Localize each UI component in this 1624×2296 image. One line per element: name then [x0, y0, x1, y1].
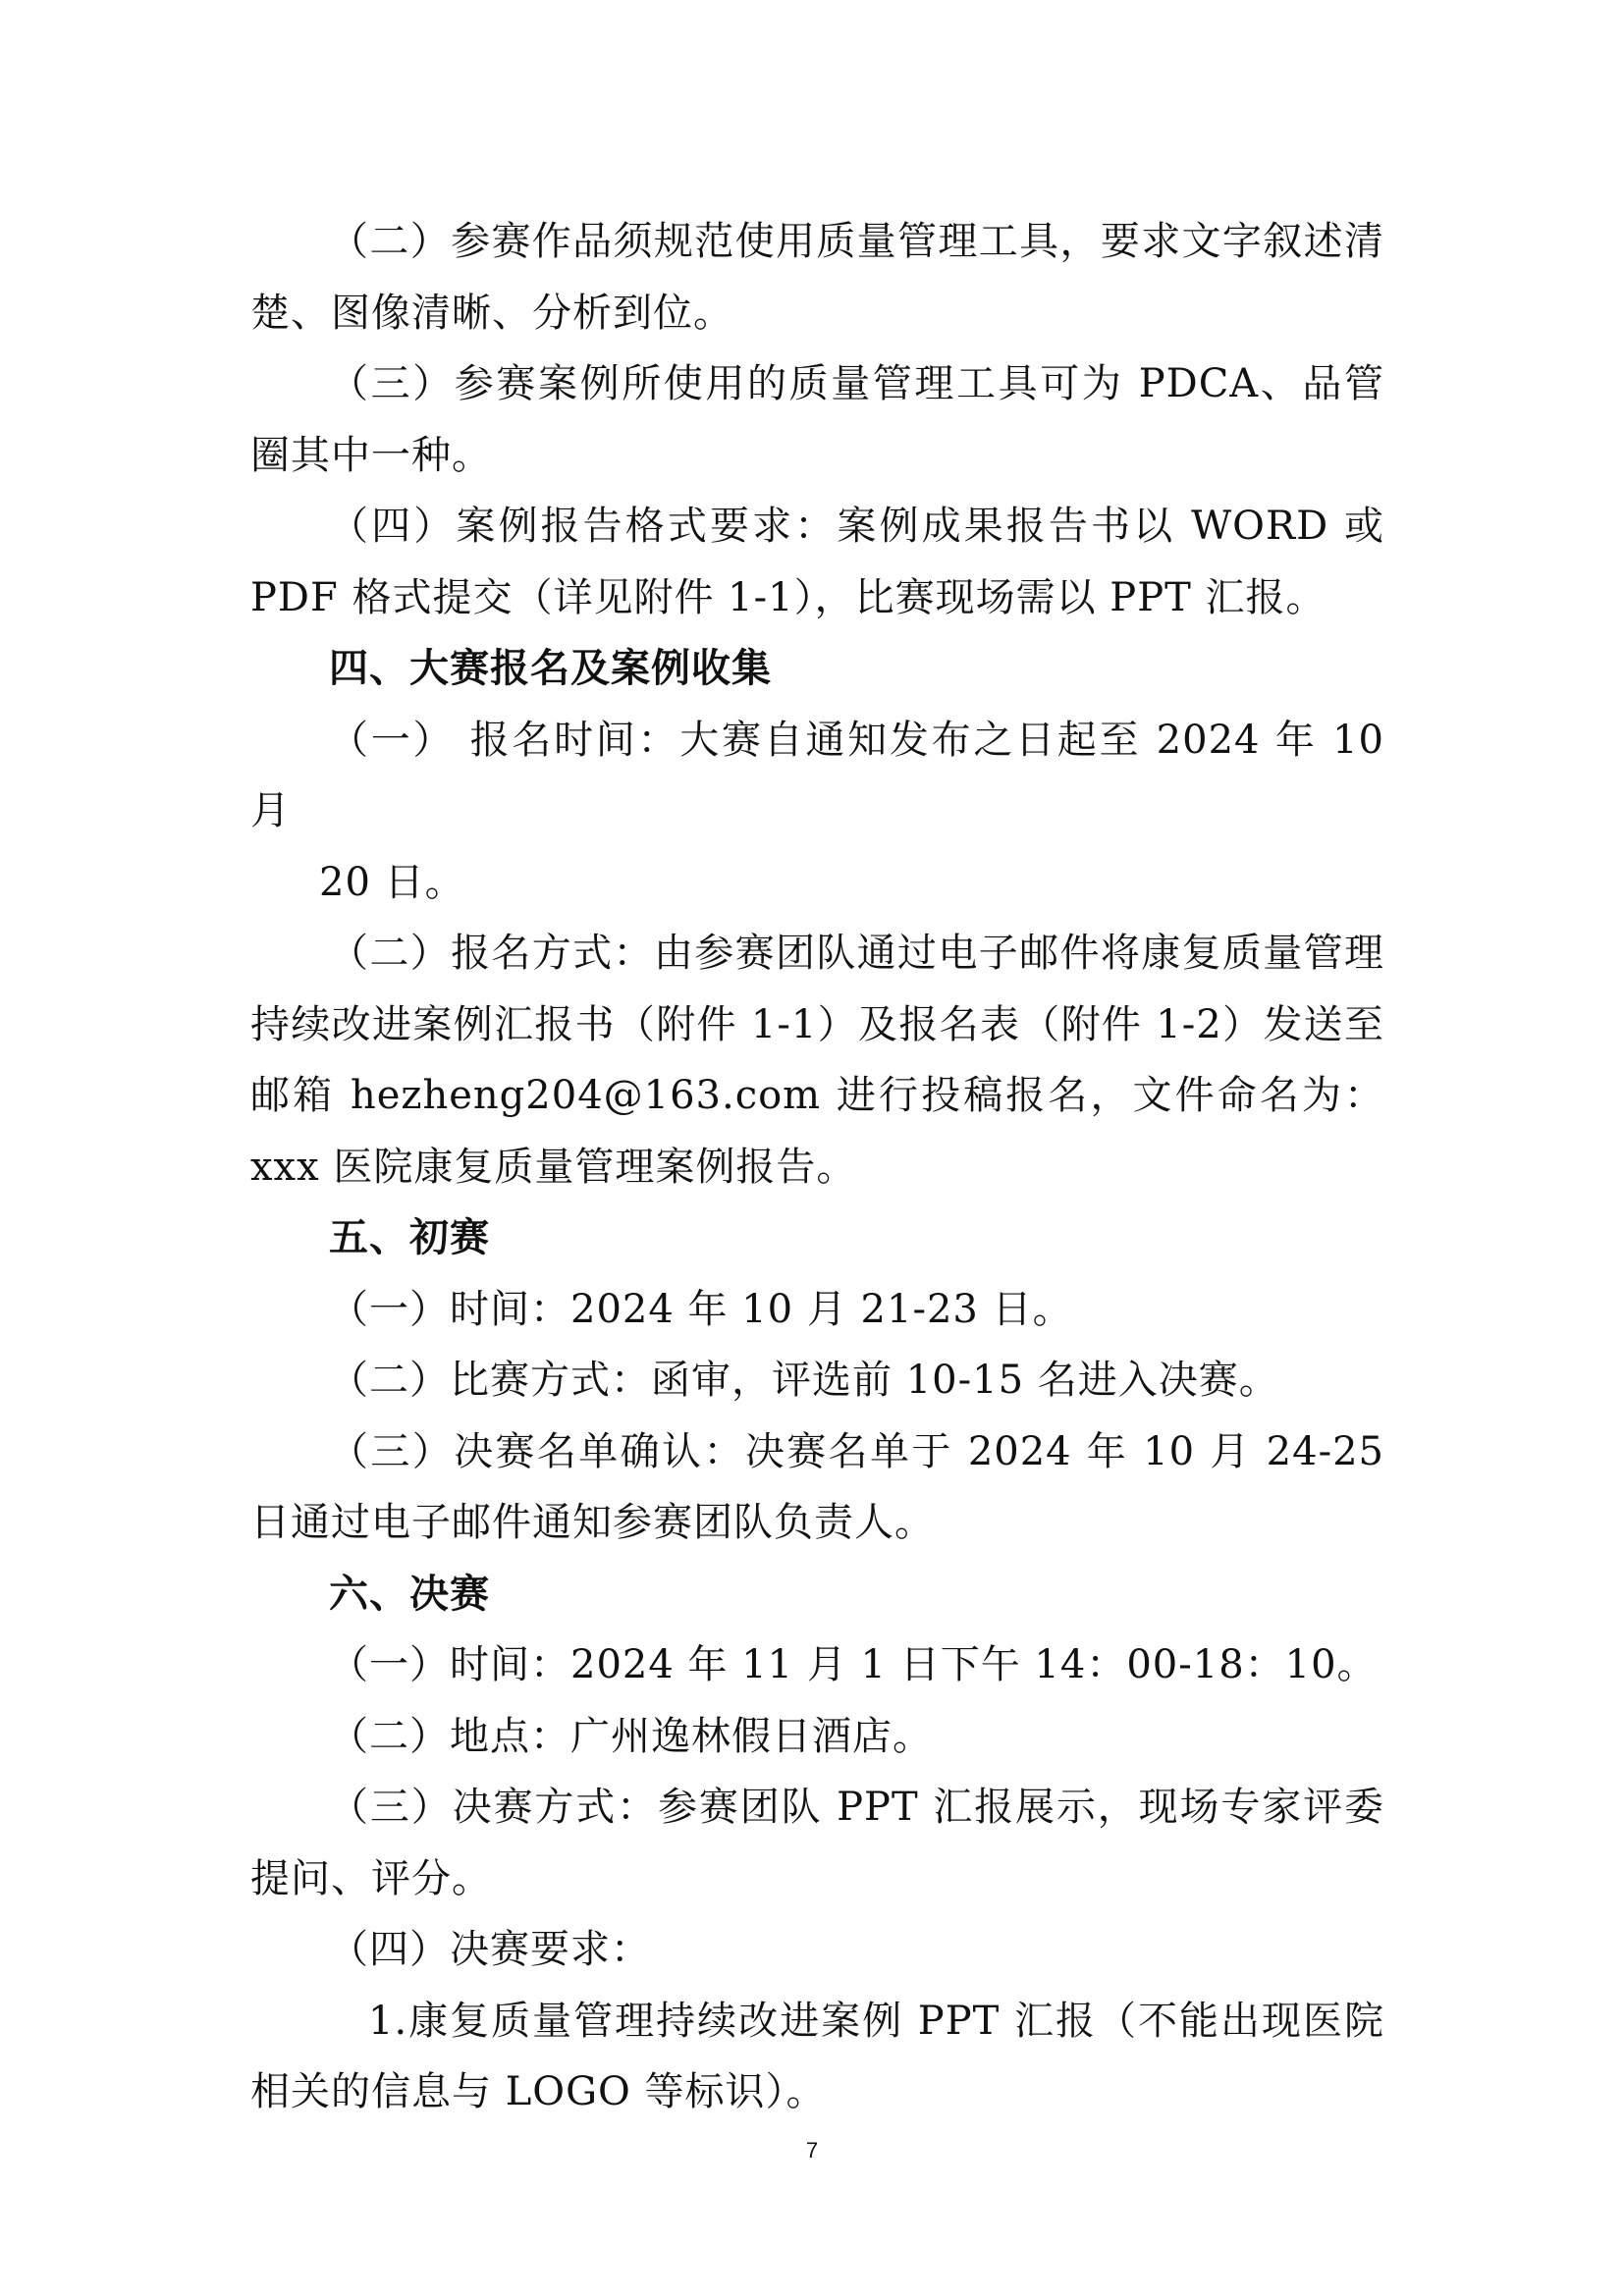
page-number: 7 — [805, 2138, 819, 2163]
paragraph-report-format: （四）案例报告格式要求：案例成果报告书以 WORD 或 PDF 格式提交（详见附件 1-1），比赛现场需以 PPT 汇报。 — [250, 504, 1384, 620]
paragraph-preliminary-method: （二）比赛方式：函审，评选前 10-15 名进入决赛。 — [329, 1358, 1279, 1403]
document-body — [250, 206, 1384, 2128]
paragraph-final-requirement-1: 1.康复质量管理持续改进案例 PPT 汇报（不能出现医院相关的信息与 LOGO 等标识）。 — [250, 1998, 1384, 2114]
section-heading-registration: 四、大赛报名及案例收集 — [329, 645, 772, 691]
section-heading-final: 六、决赛 — [329, 1570, 490, 1617]
paragraph-final-location: （二）地点：广州逸林假日酒店。 — [329, 1713, 933, 1759]
paragraph-final-method: （三）决赛方式：参赛团队 PPT 汇报展示，现场专家评委提问、评分。 — [250, 1785, 1384, 1901]
paragraph-finalist-confirmation: （三）决赛名单确认：决赛名单于 2024 年 10 月 24-25 日通过电子邮件通知参赛团队负责人。 — [250, 1428, 1384, 1545]
paragraph-registration-time-continued: 20 日。 — [319, 859, 465, 905]
paragraph-work-requirements: （二）参赛作品须规范使用质量管理工具，要求文字叙述清楚、图像清晰、分析到位。 — [250, 219, 1384, 336]
paragraph-preliminary-time: （一）时间：2024 年 10 月 21-23 日。 — [329, 1286, 1073, 1332]
paragraph-registration-method: （二）报名方式：由参赛团队通过电子邮件将康复质量管理持续改进案例汇报书（附件 1-1）及报名表（附件 1-2）发送至邮箱 hezheng204@163.com 进行投稿报名，文件命名为：xxx 医院康复质量管理案例报告。 — [250, 931, 1384, 1190]
section-heading-preliminary: 五、初赛 — [329, 1214, 490, 1260]
paragraph-quality-tools: （三）参赛案例所使用的质量管理工具可为 PDCA、品管圈其中一种。 — [250, 361, 1384, 478]
paragraph-registration-time: （一） 报名时间：大赛自通知发布之日起至 2024 年 10 月 — [250, 717, 1384, 833]
paragraph-final-requirements: （四）决赛要求： — [329, 1927, 651, 1972]
paragraph-final-time: （一）时间：2024 年 11 月 1 日下午 14：00-18：10。 — [329, 1642, 1378, 1687]
